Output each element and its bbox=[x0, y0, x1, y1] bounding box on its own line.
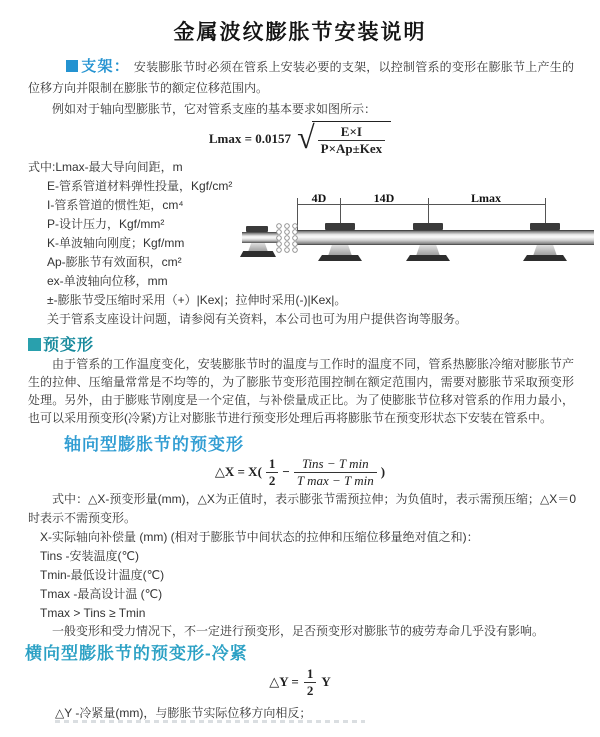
variable-line: X-实际轴向补偿量 (mm) (相对于膨胀节中间状态的拉伸和压缩位移量绝对值之和)： bbox=[40, 530, 479, 544]
pipe-support bbox=[523, 191, 567, 263]
axial-predeform-heading: 轴向型膨胀节的预变形 bbox=[64, 435, 244, 454]
pipe-support bbox=[318, 191, 362, 263]
axial-formula-explanation: 式中：△X-预变形量(mm)，△X为正值时，表示膨张节需预拉伸；为负值时，表示需预压缩；△X＝0时表示不需预变形。 bbox=[28, 492, 576, 525]
support-saddle bbox=[328, 245, 352, 256]
definition-line: 式中:Lmax-最大导向间距，m bbox=[28, 160, 183, 174]
lateral-formula-rhs: Y bbox=[321, 674, 331, 690]
support-clamp bbox=[413, 223, 443, 230]
definition-line: I-管系管道的惯性矩，cm⁴ bbox=[47, 198, 184, 212]
support-clamp bbox=[246, 226, 268, 232]
support-clamp bbox=[325, 223, 355, 230]
axial-formula-numerator: Tins − T min bbox=[294, 456, 377, 473]
section-bullet-square-icon bbox=[28, 338, 41, 351]
lateral-formula-numerator: 1 bbox=[304, 666, 317, 683]
definition-line: E-管系管道材料弹性投量，Kgf/cm² bbox=[47, 179, 233, 193]
variable-line: Tmax > Tins ≥ Tmin bbox=[40, 606, 146, 620]
definition-line: 关于管系支座设计问题，请参阅有关资料，本公司也可为用户提供咨询等服务。 bbox=[47, 312, 468, 326]
support-saddle bbox=[248, 243, 268, 252]
support-base bbox=[318, 255, 362, 261]
axial-note: 一般变形和受力情况下，不一定进行预变形，足否预变形对膨胀节的疲劳寿命几乎没有影响。 bbox=[52, 624, 545, 638]
variable-line: Tins -安装温度(℃) bbox=[40, 549, 140, 563]
axial-formula-half-den: 2 bbox=[268, 472, 276, 488]
lmax-formula bbox=[0, 121, 600, 156]
lateral-predeform-formula bbox=[0, 666, 600, 698]
axial-formula-denominator: T max − T min bbox=[296, 472, 374, 488]
lmax-formula-lhs: Lmax = 0.0157 bbox=[208, 130, 292, 146]
axial-formula-lhs: △X = X( bbox=[214, 464, 262, 480]
predeform-body: 由于管系的工作温度变化，安装膨胀节时的温度与工作时的温度不同，管系热膨胀冷缩对膨胀节产生的拉伸、压缩量常常是不均等的，为了膨胀节变形范围控制在额定范围内，需要对膨胀节采取预变形处理。另外，由于膨账节刚度是一个定值，与补偿量成正比。为了使膨胀节位移对管系的作用力最小，也可以采用预变形(冷紧)方让对膨胀节进行预变形处理后再将膨胀节在预变形状态下安装在管系中。 bbox=[28, 357, 574, 425]
axial-variable-list bbox=[40, 528, 580, 623]
definition-line: K-单波轴向刚度；Kgf/mm bbox=[47, 236, 185, 250]
axial-formula-rhs: ) bbox=[380, 464, 386, 480]
cropped-text-line bbox=[55, 720, 365, 723]
support-clamp bbox=[530, 223, 560, 230]
axial-predeform-formula bbox=[0, 456, 600, 488]
support-base bbox=[406, 255, 450, 261]
definition-line: ex-单波轴向位移，mm bbox=[47, 274, 168, 288]
predeform-section-header bbox=[28, 332, 94, 355]
support-saddle bbox=[533, 245, 557, 256]
axial-formula-minus: − bbox=[282, 464, 290, 480]
sqrt-symbol bbox=[297, 121, 391, 156]
lateral-note: △Y -冷紧量(mm)，与膨胀节实际位移方向相反； bbox=[55, 706, 312, 720]
axial-formula-half-num: 1 bbox=[266, 456, 279, 473]
radical-icon bbox=[297, 121, 315, 153]
support-base bbox=[523, 255, 567, 261]
definition-line: ±-膨胀节受压缩时采用（+）|Kex|；拉伸时采用(-)|Kex|。 bbox=[47, 293, 347, 307]
variable-line: Tmax -最高设计温 (℃) bbox=[40, 587, 163, 601]
definition-line: Ap-膨胀节有效面积，cm² bbox=[47, 255, 182, 269]
dimension-label-4d: 4D bbox=[311, 191, 327, 205]
lmax-formula-numerator: E×I bbox=[318, 124, 385, 141]
pipe-support bbox=[406, 191, 450, 263]
support-body-text: 安装膨胀节时必须在管系上安装必要的支架，以控制管系的变形在膨胀节上产生的位移方向并限制在膨胀节的额定位移范围内。 bbox=[28, 60, 574, 95]
dimension-label-14d: 14D bbox=[373, 191, 395, 205]
pipe-support bbox=[240, 191, 284, 263]
lateral-predeform-heading: 横向型膨胀节的预变形-冷紧 bbox=[25, 644, 248, 663]
predeform-section-label: 预变形 bbox=[43, 337, 95, 354]
variable-line: Tmin-最低设计温度(℃) bbox=[40, 568, 165, 582]
support-example-line: 例如对于轴向型膨胀节，它对管系支座的基本要求如图所示： bbox=[52, 102, 377, 116]
definition-line: P-设计压力，Kgf/mm² bbox=[47, 217, 165, 231]
section-bullet-square-icon bbox=[66, 60, 78, 72]
pipe-support-diagram bbox=[240, 191, 596, 269]
lateral-formula-lhs: △Y = bbox=[269, 674, 299, 690]
support-saddle bbox=[416, 245, 440, 256]
support-paragraph bbox=[28, 56, 574, 99]
dimension-label-lmax: Lmax bbox=[471, 191, 501, 205]
lateral-formula-denominator: 2 bbox=[306, 682, 314, 698]
support-section-label: 支架： bbox=[81, 58, 130, 75]
support-base bbox=[240, 251, 276, 257]
lmax-formula-denominator: P×Ap±Kex bbox=[320, 140, 383, 156]
page-title: 金属波纹膨胀节安装说明 bbox=[173, 21, 427, 44]
